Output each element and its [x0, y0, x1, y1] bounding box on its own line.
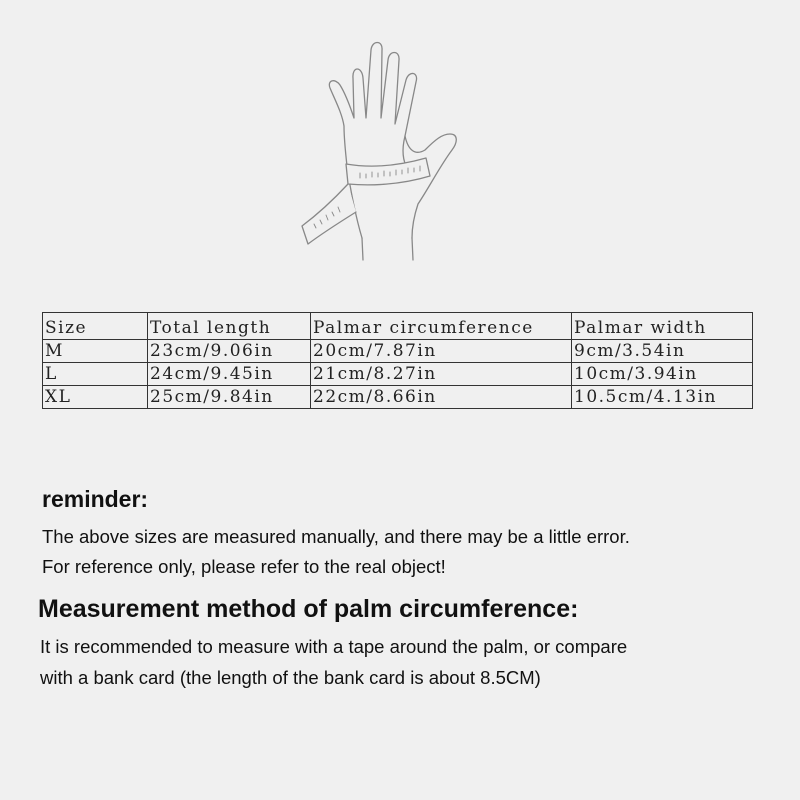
cell-total-length: 23cm/9.06in: [148, 340, 311, 363]
hand-measurement-illustration: [290, 38, 490, 263]
table-row: [43, 386, 753, 409]
cell-size: XL: [43, 386, 148, 409]
cell-total-length: 25cm/9.84in: [148, 386, 311, 409]
measurement-method-line-1: It is recommended to measure with a tape around the palm, or compare: [40, 636, 628, 657]
cell-size: L: [43, 363, 148, 386]
cell-palmar-circumference: 22cm/8.66in: [311, 386, 572, 409]
cell-size: M: [43, 340, 148, 363]
header-palmar-width: Palmar width: [572, 313, 753, 340]
table-row: [43, 363, 753, 386]
header-palmar-circumference: Palmar circumference: [311, 313, 572, 340]
cell-palmar-width: 10cm/3.94in: [572, 363, 753, 386]
reminder-text-line-2: For reference only, please refer to the real object!: [42, 556, 446, 577]
size-table: [42, 312, 753, 409]
reminder-text-line-1: The above sizes are measured manually, and there may be a little error.: [42, 526, 630, 547]
cell-palmar-circumference: 21cm/8.27in: [311, 363, 572, 386]
cell-palmar-circumference: 20cm/7.87in: [311, 340, 572, 363]
table-row: [43, 340, 753, 363]
header-total-length: Total length: [148, 313, 311, 340]
cell-palmar-width: 10.5cm/4.13in: [572, 386, 753, 409]
measurement-method-title: Measurement method of palm circumference:: [38, 595, 579, 623]
cell-total-length: 24cm/9.45in: [148, 363, 311, 386]
header-size: Size: [43, 313, 148, 340]
table-header-row: [43, 313, 753, 340]
reminder-title: reminder:: [42, 486, 149, 512]
measurement-method-line-2: with a bank card (the length of the bank card is about 8.5CM): [40, 667, 541, 688]
cell-palmar-width: 9cm/3.54in: [572, 340, 753, 363]
